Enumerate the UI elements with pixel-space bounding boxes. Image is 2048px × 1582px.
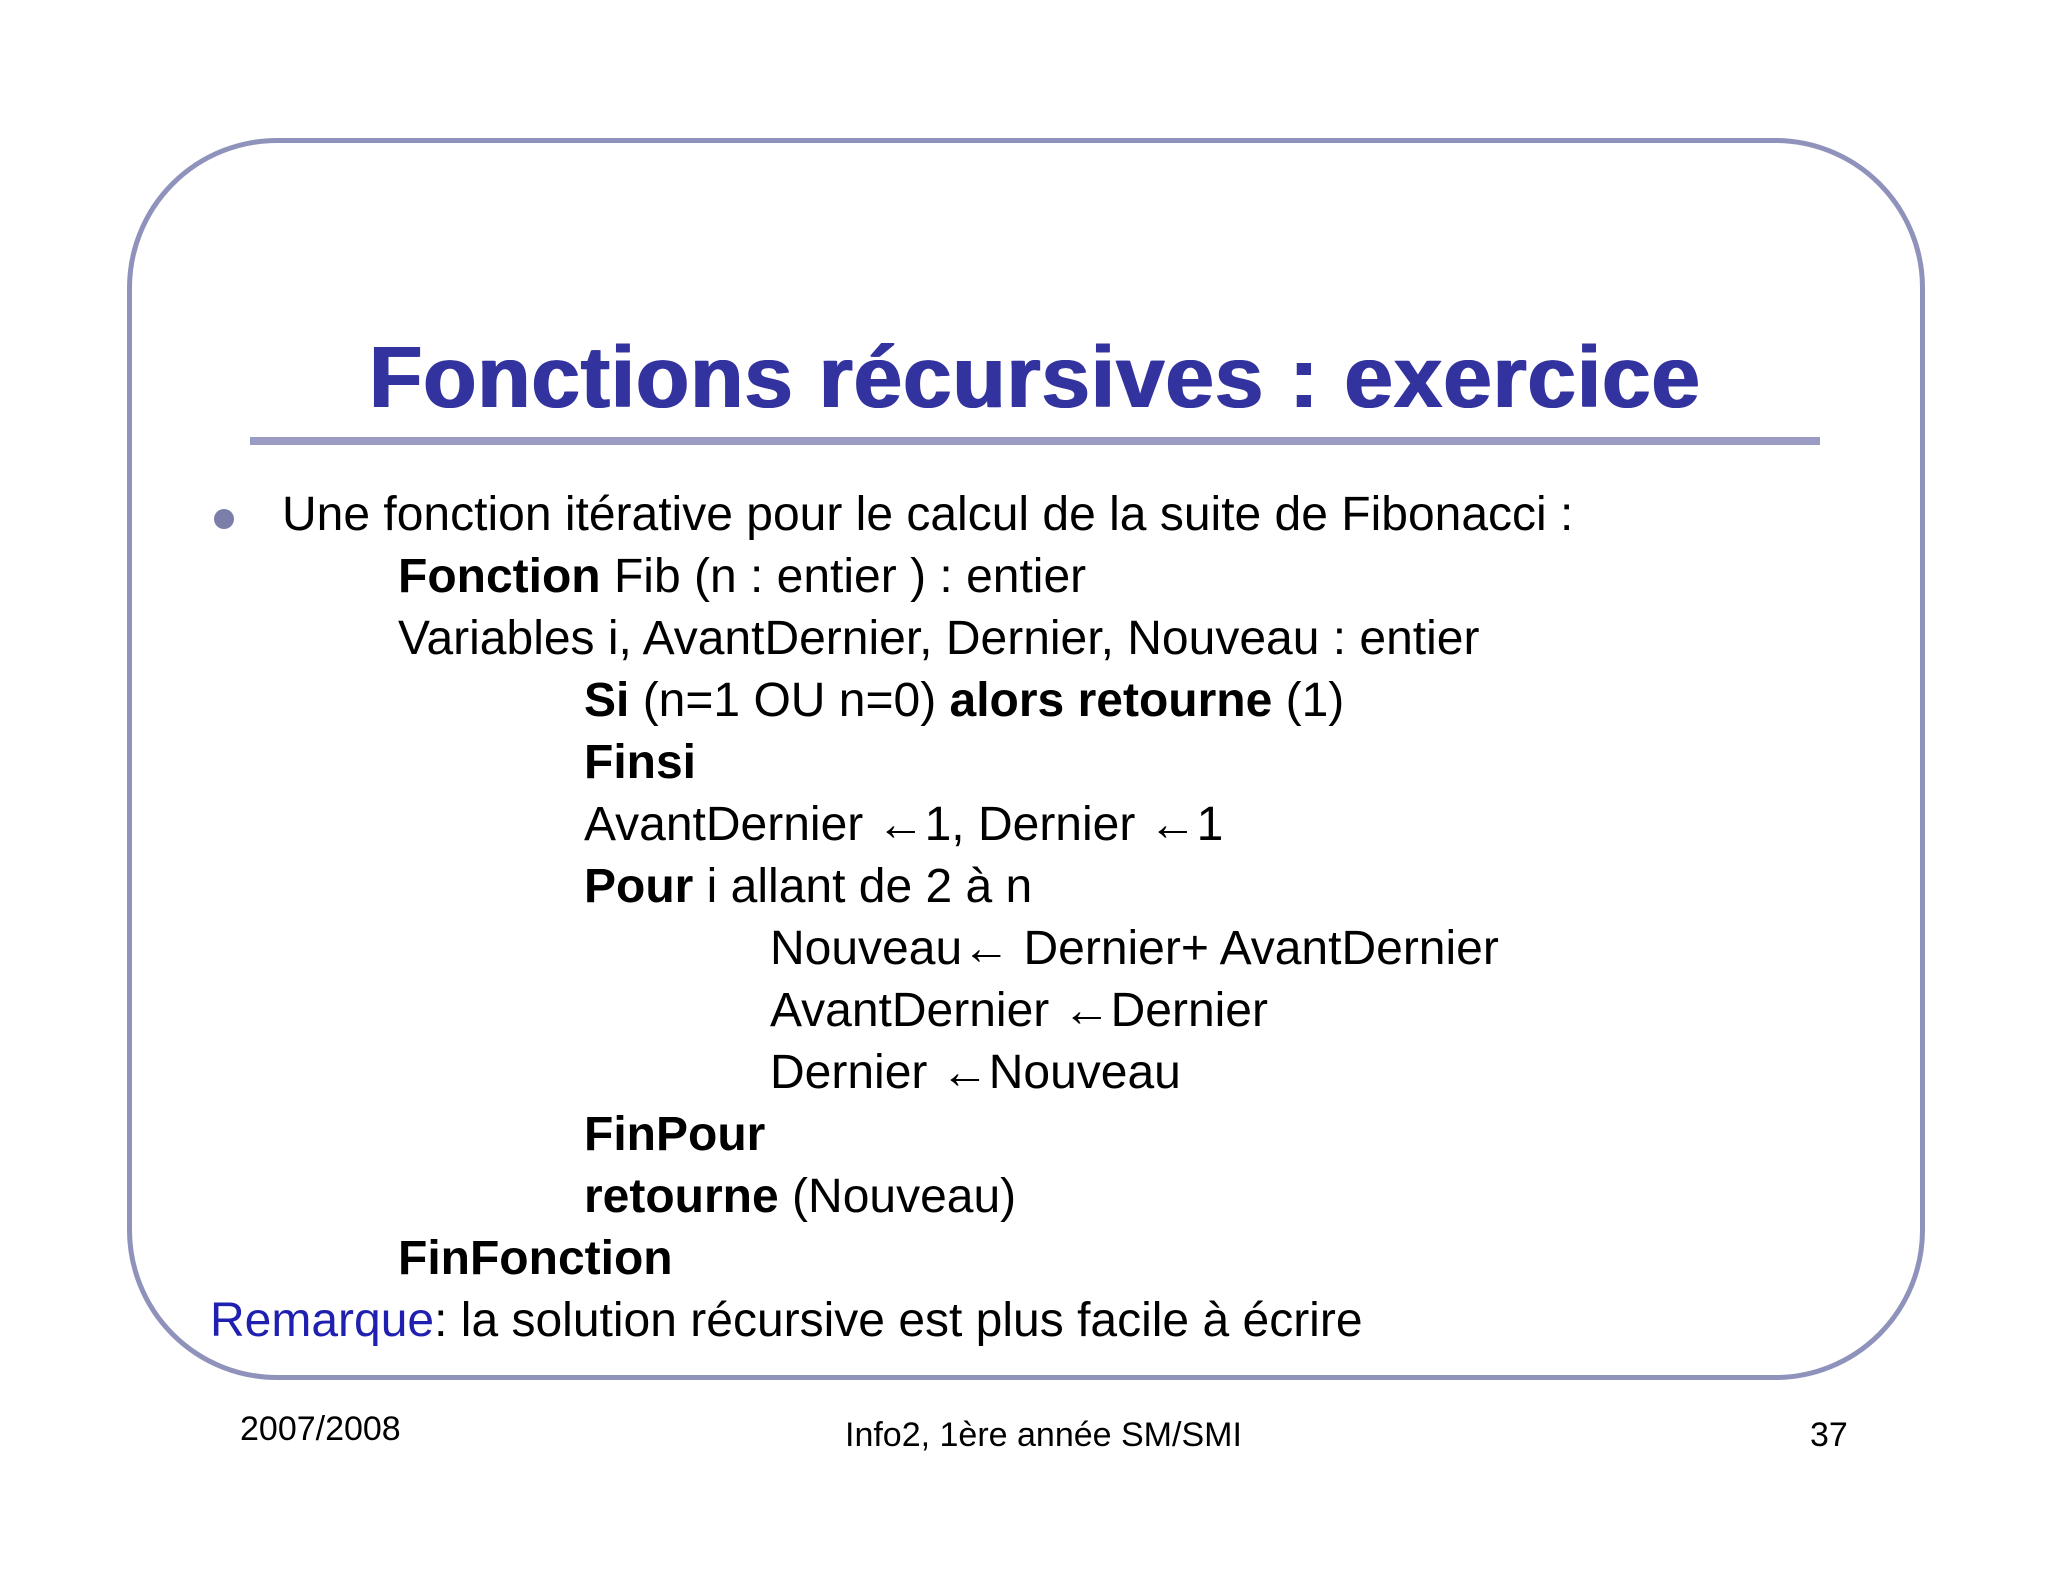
code-line-1-rest: Fib (n : entier ) : entier bbox=[600, 550, 1087, 603]
title-underline bbox=[250, 437, 1820, 445]
code-line-3 bbox=[584, 670, 1344, 732]
code-line-5: AvantDernier ←1, Dernier ←1 bbox=[584, 798, 1224, 851]
keyword-retourne: retourne bbox=[584, 1170, 779, 1223]
keyword-alors-retourne: alors retourne bbox=[949, 674, 1273, 727]
code-line-9: Dernier ←Nouveau bbox=[770, 1046, 1181, 1099]
bullet-dot-icon bbox=[214, 509, 234, 529]
code-line-7: Nouveau← Dernier+ AvantDernier bbox=[770, 922, 1499, 975]
keyword-finfonction: FinFonction bbox=[398, 1232, 673, 1285]
code-line-4 bbox=[584, 732, 696, 794]
keyword-finsi: Finsi bbox=[584, 736, 697, 789]
code-line-2: Variables i, AvantDernier, Dernier, Nouveau : entier bbox=[398, 612, 1480, 665]
keyword-si: Si bbox=[584, 674, 630, 727]
code-line-10 bbox=[584, 1104, 765, 1166]
code-line-12 bbox=[398, 1228, 673, 1290]
keyword-pour: Pour bbox=[584, 860, 694, 913]
remark-text: : la solution récursive est plus facile à écrire bbox=[434, 1294, 1363, 1347]
slide-title: Fonctions récursives : exercice bbox=[369, 329, 1701, 426]
code-line-11 bbox=[584, 1166, 1016, 1228]
intro-text: Une fonction itérative pour le calcul de la suite de Fibonacci : bbox=[282, 488, 1574, 541]
code-line-3-condition: (n=1 OU n=0) bbox=[629, 674, 950, 727]
keyword-fonction: Fonction bbox=[398, 550, 601, 603]
remark-line bbox=[210, 1290, 1363, 1352]
footer-course: Info2, 1ère année SM/SMI bbox=[845, 1416, 1242, 1454]
remark-label: Remarque bbox=[210, 1294, 435, 1347]
code-line-1 bbox=[398, 546, 1086, 608]
keyword-finpour: FinPour bbox=[584, 1108, 766, 1161]
code-line-6-rest: i allant de 2 à n bbox=[693, 860, 1033, 913]
code-line-11-rest: (Nouveau) bbox=[778, 1170, 1017, 1223]
code-line-3-end: (1) bbox=[1272, 674, 1345, 727]
code-line-6 bbox=[584, 856, 1032, 918]
footer-year: 2007/2008 bbox=[240, 1410, 401, 1448]
footer-page-number: 37 bbox=[1810, 1416, 1848, 1454]
code-line-8: AvantDernier ←Dernier bbox=[770, 984, 1268, 1037]
